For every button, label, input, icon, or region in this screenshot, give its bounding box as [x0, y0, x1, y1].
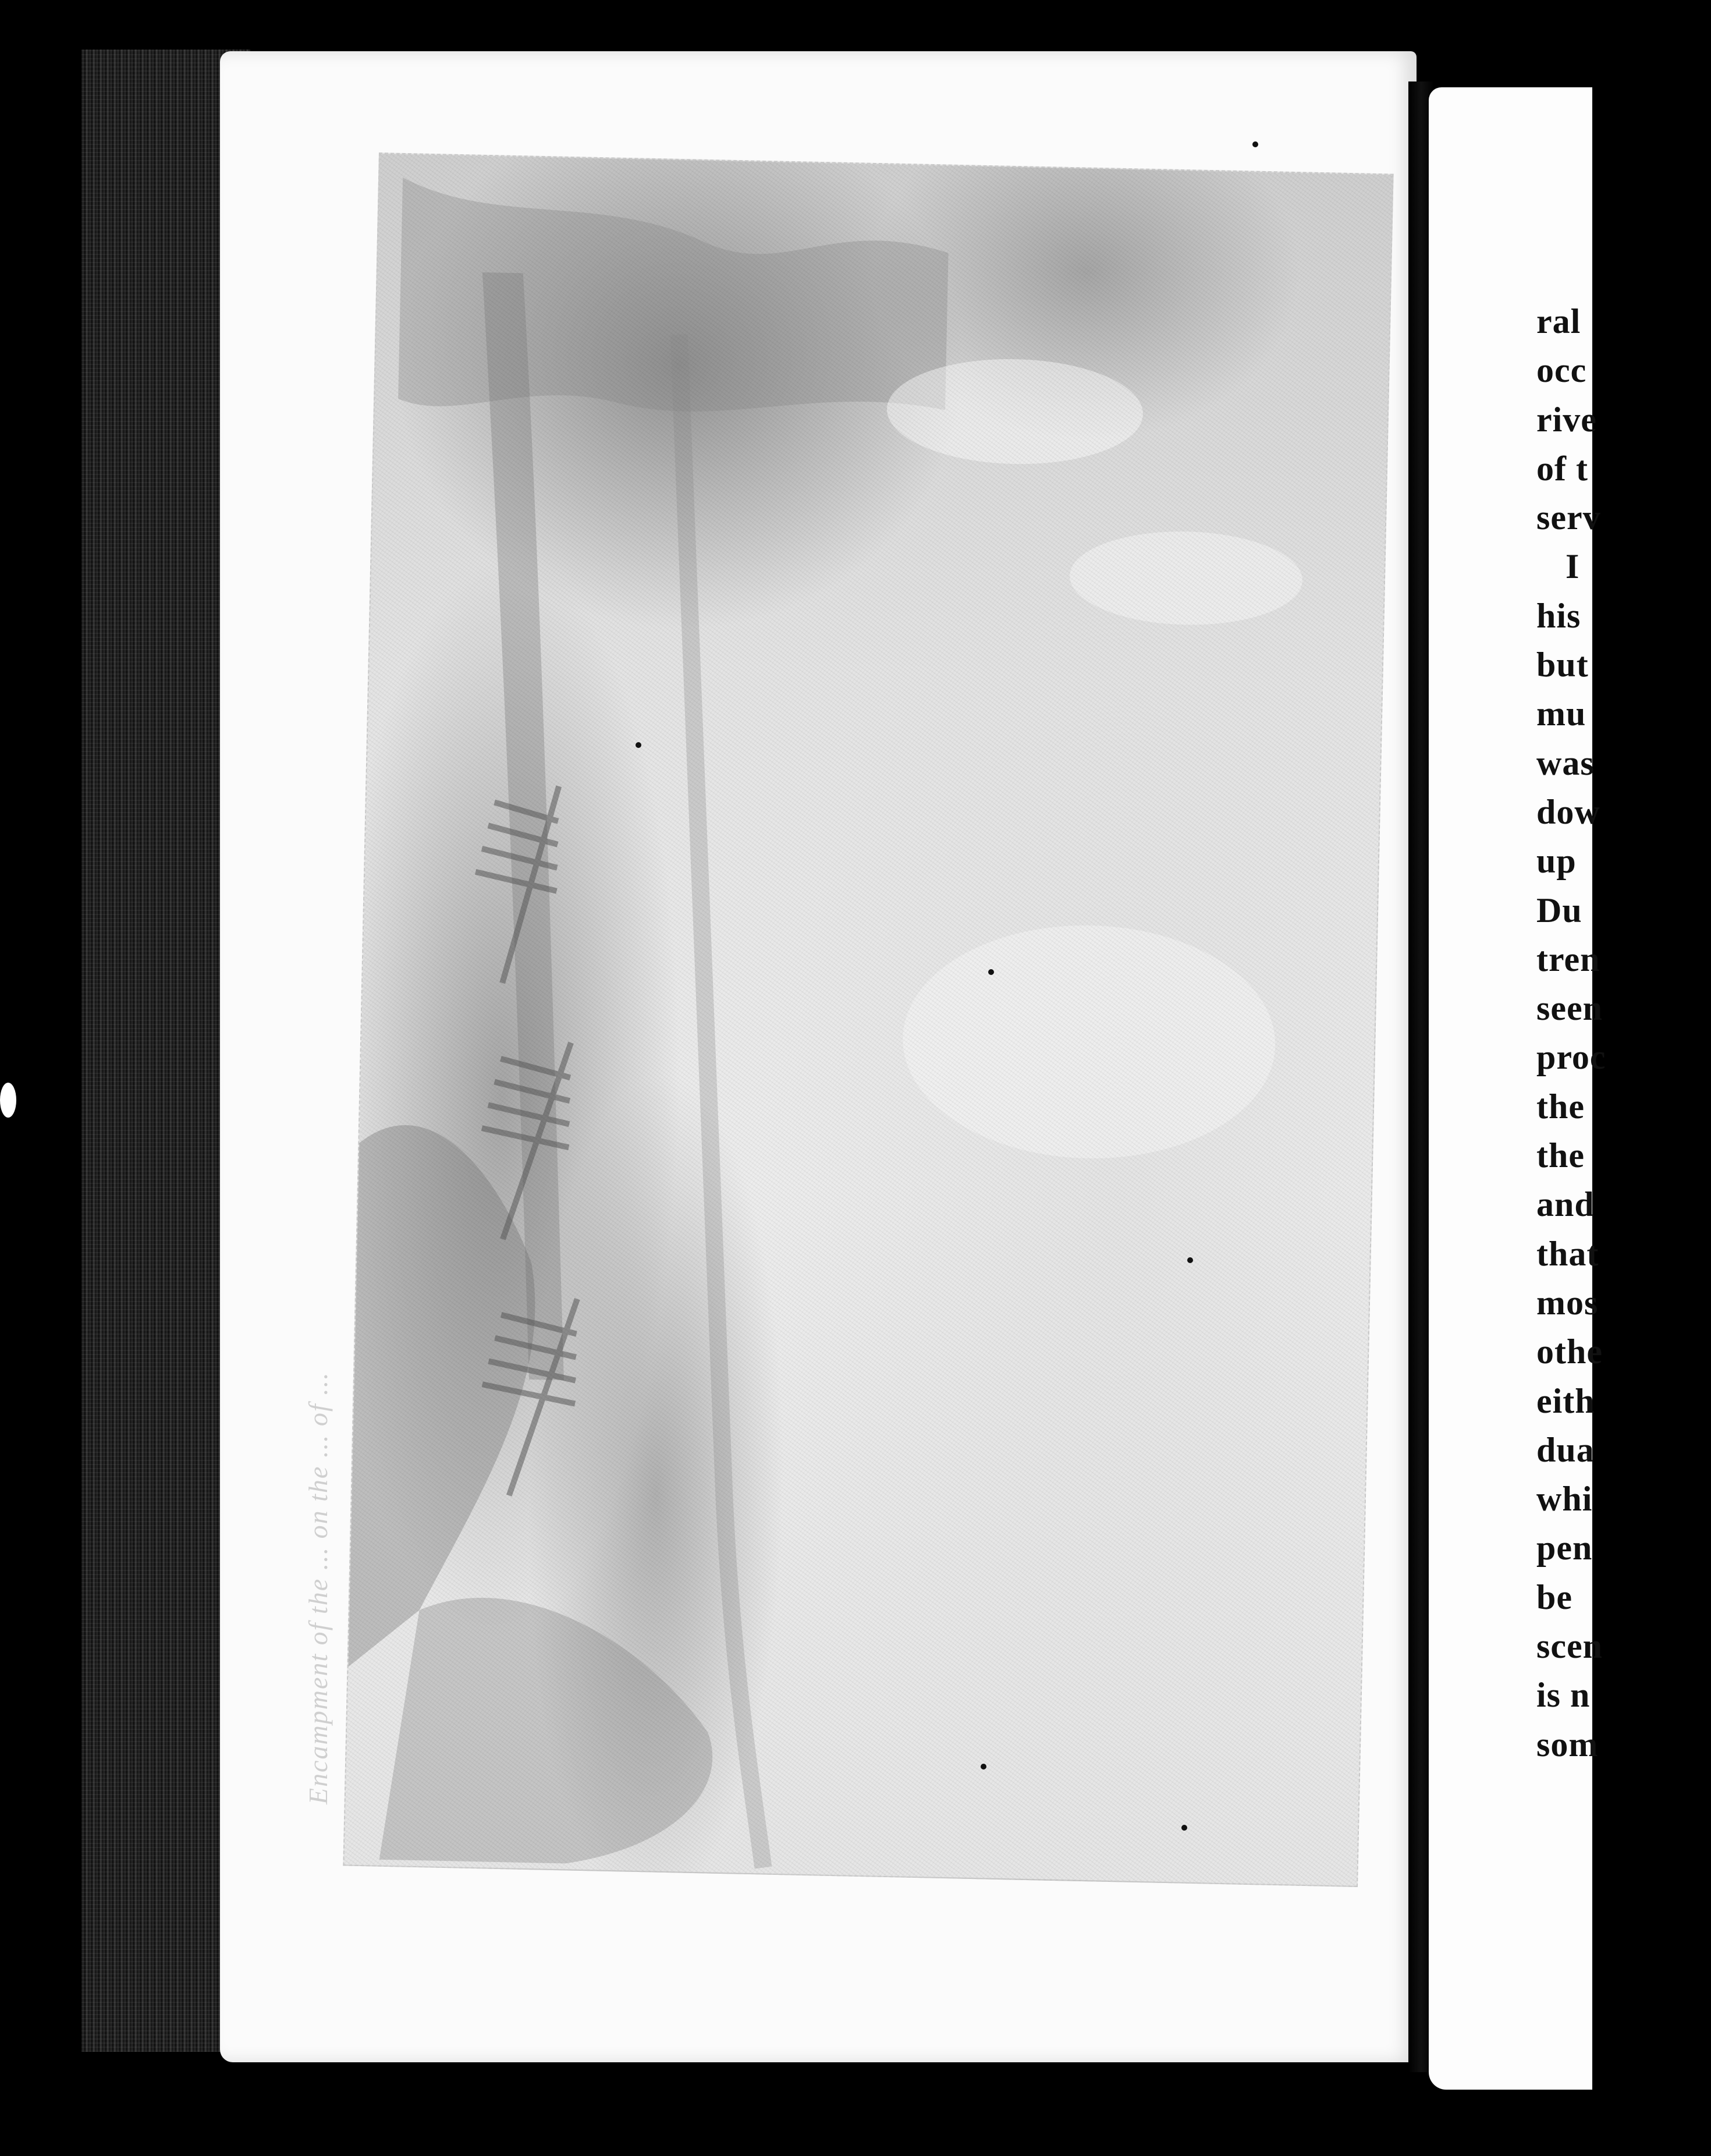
paper-speck [988, 969, 994, 975]
text-line: mu [1536, 694, 1586, 733]
paper-speck [981, 1764, 986, 1770]
text-line: be [1536, 1577, 1572, 1616]
text-line: serv [1536, 498, 1601, 537]
text-line: dow [1536, 792, 1600, 831]
paper-speck [1187, 1257, 1193, 1263]
text-line: up [1536, 842, 1577, 881]
text-line: scen [1536, 1627, 1603, 1666]
text-line: ral [1536, 302, 1581, 341]
text-line: occ [1536, 351, 1587, 390]
paper-speck [1181, 1825, 1187, 1831]
tent-group [463, 785, 588, 1497]
engraving-illustration [344, 154, 1392, 1886]
text-line: som [1536, 1725, 1599, 1764]
text-line: othe [1536, 1332, 1603, 1371]
text-line: I [1566, 547, 1580, 586]
text-line: his [1536, 596, 1581, 635]
engraving-plate [343, 153, 1393, 1887]
cloud [1069, 529, 1303, 627]
text-line: is n [1536, 1676, 1591, 1715]
plate-caption: Encampment of the ... on the ... of ... [303, 1371, 333, 1804]
right-page-text-column [1536, 297, 1711, 1769]
text-line: whi [1536, 1480, 1593, 1519]
text-line: rive [1536, 400, 1597, 439]
paper-speck [1252, 141, 1258, 147]
tree-trunk-left [459, 272, 587, 1380]
text-line: was [1536, 743, 1595, 782]
foliage-lower-left [349, 1124, 539, 1671]
text-line: tren [1536, 939, 1600, 978]
cloud [900, 921, 1277, 1162]
text-line: pen [1536, 1529, 1593, 1568]
foliage-bottom [379, 1595, 716, 1866]
cloud [886, 356, 1144, 466]
paper-speck [636, 742, 641, 748]
text-line: that [1536, 1234, 1599, 1273]
text-line: but [1536, 646, 1589, 685]
river-bank [647, 335, 796, 1868]
text-line: seen [1536, 989, 1603, 1028]
paper-speck [0, 1083, 16, 1118]
text-line: proc [1536, 1038, 1606, 1077]
text-line: mos [1536, 1283, 1599, 1322]
text-line: of t [1536, 449, 1588, 488]
text-line: dua [1536, 1430, 1595, 1469]
text-line: eith [1536, 1381, 1595, 1420]
text-line: and [1536, 1185, 1595, 1224]
foliage-top [398, 178, 950, 417]
text-line: the [1536, 1136, 1585, 1175]
text-line: the [1536, 1087, 1585, 1126]
text-line: Du [1536, 891, 1582, 930]
